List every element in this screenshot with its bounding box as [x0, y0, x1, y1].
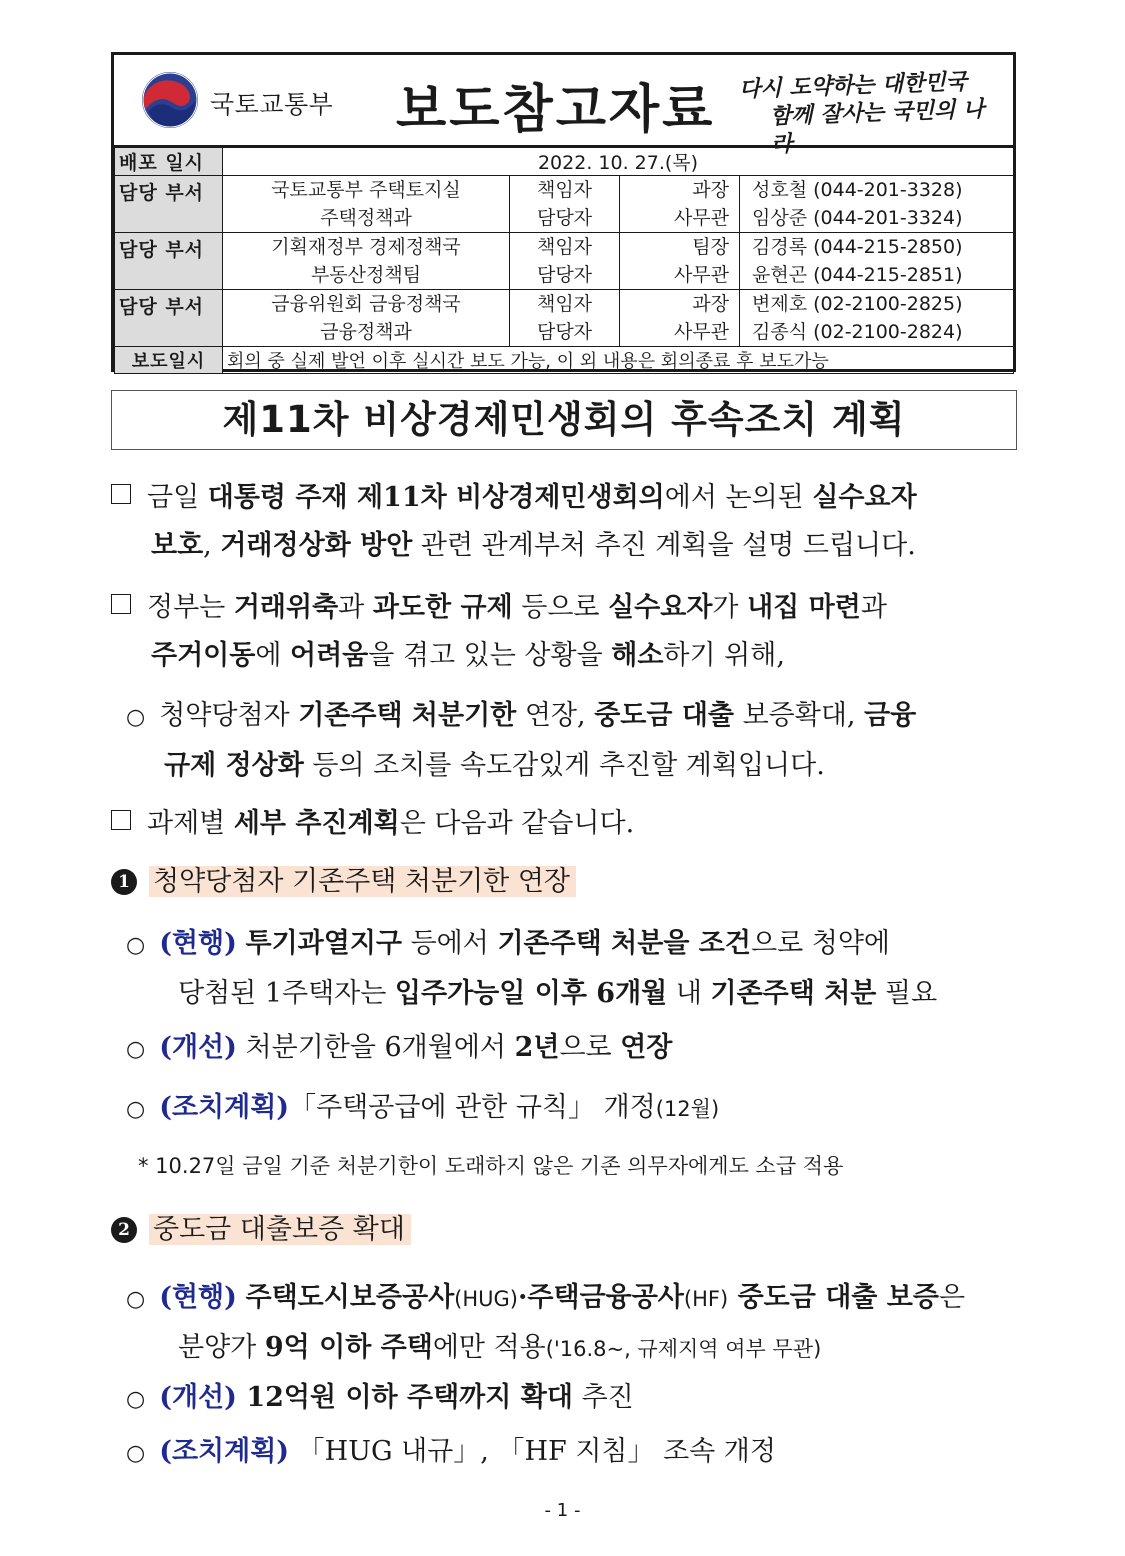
paragraph-2: 정부는 거래위축과 과도한 규제 등으로 실수요자가 내집 마련과 주거이동에 어려움을 겪고 있는 상황을 해소하기 위해,: [111, 584, 1021, 680]
contact-info-table: [114, 147, 1014, 374]
dept-label: 담당 부서: [115, 176, 223, 233]
person-staff: 임상준 (044-201-3324): [740, 204, 1014, 233]
circle-bullet-icon: ○: [126, 933, 146, 958]
person-lead: 성호철 (044-201-3328): [740, 176, 1014, 205]
section-2-action-plan: ○ (조치계획) 「HUG 내규」, 「HF 지침」 조속 개정: [126, 1428, 1021, 1478]
title-lead: 팀장: [620, 233, 740, 262]
paragraph-3: ○ 청약당첨자 기존주택 처분기한 연장, 중도금 대출 보증확대, 금융 규제 정상화 등의 조치를 속도감있게 추진할 계획입니다.: [126, 692, 1021, 790]
circle-bullet-icon: ○: [126, 1287, 146, 1312]
document-title: 제11차 비상경제민생회의 후속조치 계획: [111, 390, 1017, 450]
title-staff: 사무관: [620, 318, 740, 347]
circle-bullet-icon: ○: [126, 1387, 146, 1412]
dept-name-line1: 국토교통부 주택토지실: [271, 179, 461, 201]
role-lead: 책임자: [510, 233, 620, 262]
embargo-text: 회의 중 실제 발언 이후 실시간 보도 가능, 이 외 내용은 회의종료 후 보도가능: [223, 347, 1014, 374]
dept-name-line1: 금융위원회 금융정책국: [271, 293, 461, 315]
role-lead: 책임자: [510, 176, 620, 205]
dept-row: [115, 176, 1014, 205]
title-staff: 사무관: [620, 261, 740, 290]
dept-name-line2: 주택정책과: [320, 207, 412, 229]
checkbox-bullet-icon: [111, 594, 131, 614]
header-top-band: [114, 55, 1013, 158]
role-staff: 담당자: [510, 204, 620, 233]
number-bullet-icon: 2: [111, 1217, 137, 1243]
ministry-name: 국토교통부: [210, 90, 334, 119]
distribution-label: 배포 일시: [115, 148, 223, 176]
role-lead: 책임자: [510, 290, 620, 319]
dept-name-line1: 기획재정부 경제정책국: [271, 236, 461, 258]
dept-name: [223, 290, 510, 347]
slogan-line-2: 함께 잘사는 국민의 나라: [769, 96, 985, 158]
person-staff: 윤현곤 (044-215-2851): [740, 261, 1014, 290]
title-lead: 과장: [620, 176, 740, 205]
paragraph-1: 금일 대통령 주재 제11차 비상경제민생회의에서 논의된 실수요자 보호, 거래정상화 방안 관련 관계부처 추진 계획을 설명 드립니다.: [111, 474, 1021, 570]
section-1-action-plan: ○ (조치계획)「주택공급에 관한 규칙」 개정(12월): [126, 1084, 1021, 1134]
korea-government-logo-icon: [141, 71, 199, 129]
press-header: [111, 52, 1016, 372]
dept-label: 담당 부서: [115, 233, 223, 290]
section-1-current: ○ (현행) 투기과열지구 등에서 기존주택 처분을 조건으로 청약에 당첨된 1주택자는 입주가능일 이후 6개월 내 기존주택 처분 필요: [126, 920, 1021, 1018]
person-staff: 김종식 (02-2100-2824): [740, 318, 1014, 347]
distribution-date: 2022. 10. 27.(목): [223, 148, 1014, 176]
section-2-improvement: ○ (개선) 12억원 이하 주택까지 확대 추진: [126, 1374, 1021, 1424]
section-1-heading-text: 청약당첨자 기존주택 처분기한 연장: [149, 866, 576, 897]
dept-row: [115, 233, 1014, 262]
role-staff: 담당자: [510, 318, 620, 347]
paragraph-4: 과제별 세부 추진계획은 다음과 같습니다.: [111, 800, 1021, 848]
dept-label: 담당 부서: [115, 290, 223, 347]
section-1-improvement: ○ (개선) 처분기한을 6개월에서 2년으로 연장: [126, 1024, 1021, 1074]
section-1-heading: [111, 858, 576, 906]
circle-bullet-icon: ○: [126, 1037, 146, 1062]
dept-row: [115, 290, 1014, 319]
number-bullet-icon: 1: [111, 869, 137, 895]
section-2-heading: [111, 1206, 411, 1254]
title-staff: 사무관: [620, 204, 740, 233]
checkbox-bullet-icon: [111, 810, 131, 830]
person-lead: 김경록 (044-215-2850): [740, 233, 1014, 262]
government-slogan: [739, 66, 1002, 159]
circle-bullet-icon: ○: [126, 1441, 146, 1466]
page-number: - 1 -: [544, 1500, 581, 1521]
title-lead: 과장: [620, 290, 740, 319]
role-staff: 담당자: [510, 261, 620, 290]
dept-name: [223, 233, 510, 290]
circle-bullet-icon: ○: [126, 705, 146, 730]
section-1-note: * 10.27일 금일 기준 처분기한이 도래하지 않은 기존 의무자에게도 소급 적용: [138, 1154, 844, 1178]
embargo-label: 보도일시: [115, 347, 223, 374]
checkbox-bullet-icon: [111, 484, 131, 504]
dept-name: [223, 176, 510, 233]
dept-name-line2: 부동산정책팀: [310, 264, 422, 286]
section-2-current: ○ (현행) 주택도시보증공사(HUG)·주택금융공사(HF) 중도금 대출 보증은 분양가 9억 이하 주택에만 적용('16.8~, 규제지역 여부 무관): [126, 1274, 1021, 1373]
embargo-row: [115, 347, 1014, 374]
person-lead: 변제호 (02-2100-2825): [740, 290, 1014, 319]
slogan-line-1: 다시 도약하는 대한민국: [738, 68, 968, 103]
dept-name-line2: 금융정책과: [320, 321, 412, 343]
circle-bullet-icon: ○: [126, 1097, 146, 1122]
document-type-title: 보도참고자료: [396, 80, 716, 140]
section-2-heading-text: 중도금 대출보증 확대: [149, 1214, 411, 1245]
